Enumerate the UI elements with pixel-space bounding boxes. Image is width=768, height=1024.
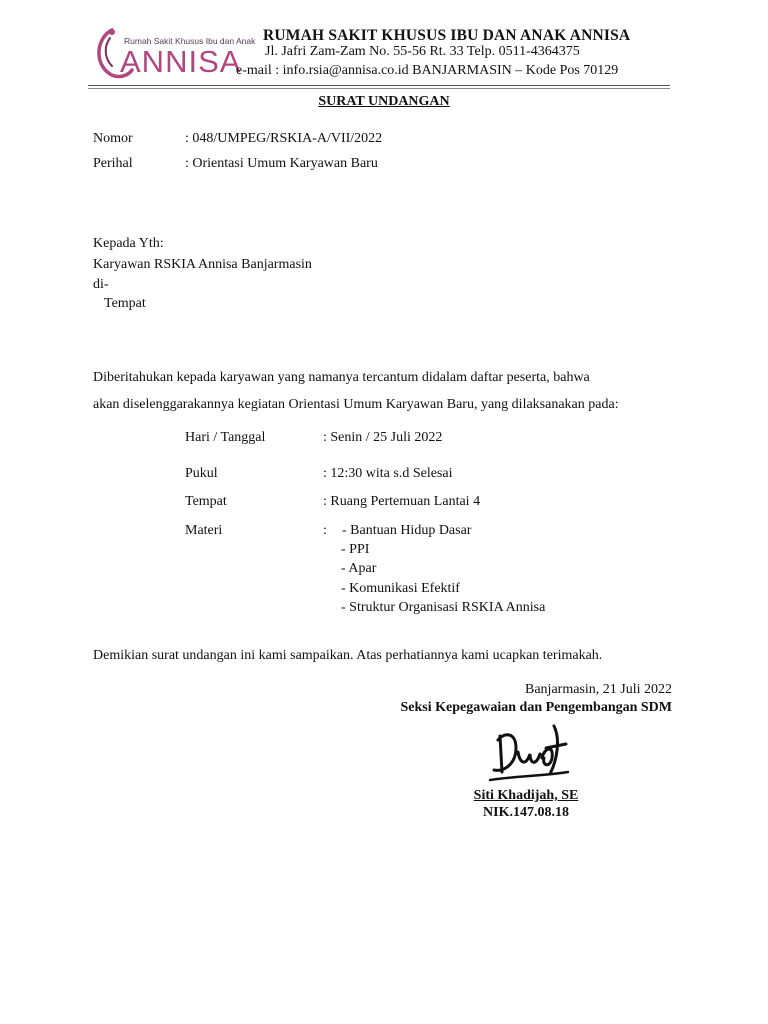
hospital-name: RUMAH SAKIT KHUSUS IBU DAN ANAK ANNISA bbox=[263, 27, 631, 44]
time-value: : 12:30 wita s.d Selesai bbox=[323, 466, 453, 481]
material-item: - Struktur Organisasi RSKIA Annisa bbox=[341, 600, 546, 615]
perihal-label: Perihal bbox=[93, 156, 133, 171]
time-label: Pukul bbox=[185, 466, 218, 481]
handwritten-signature bbox=[486, 718, 572, 790]
signatory-name: Siti Khadijah, SE bbox=[473, 788, 579, 803]
intro-line-2: akan diselenggarakannya kegiatan Orientasi Umum Karyawan Baru, yang dilaksanakan pada: bbox=[93, 397, 619, 412]
place-value: : Ruang Pertemuan Lantai 4 bbox=[323, 494, 481, 509]
department: Seksi Kepegawaian dan Pengembangan SDM bbox=[400, 700, 672, 715]
letterhead-divider bbox=[88, 85, 670, 86]
logo-tagline: Rumah Sakit Khusus Ibu dan Anak bbox=[124, 36, 256, 46]
recipient-salutation: Kepada Yth: bbox=[93, 236, 164, 251]
letter-title: SURAT UNDANGAN bbox=[318, 94, 450, 109]
day-value: : Senin / 25 Juli 2022 bbox=[323, 430, 443, 445]
material-label: Materi bbox=[185, 523, 223, 538]
recipient-place: Tempat bbox=[104, 296, 146, 311]
intro-line-1: Diberitahukan kepada karyawan yang namanya tercantum didalam daftar peserta, bahwa bbox=[93, 370, 590, 385]
nomor-label: Nomor bbox=[93, 131, 133, 146]
material-item: - Apar bbox=[341, 561, 377, 576]
material-colon: : bbox=[323, 523, 327, 538]
recipient-name: Karyawan RSKIA Annisa Banjarmasin bbox=[93, 257, 312, 272]
signatory-nik: NIK.147.08.18 bbox=[483, 805, 569, 820]
material-item: - Komunikasi Efektif bbox=[341, 581, 460, 596]
hospital-contact: e-mail : info.rsia@annisa.co.id BANJARMASIN – Kode Pos 70129 bbox=[236, 63, 619, 78]
closing-text: Demikian surat undangan ini kami sampaikan. Atas perhatiannya kami ucapkan terimakah. bbox=[93, 648, 603, 663]
day-label: Hari / Tanggal bbox=[185, 430, 266, 445]
logo-name: ANNISA bbox=[120, 44, 242, 79]
material-item: - Bantuan Hidup Dasar bbox=[342, 523, 472, 538]
letterhead-divider-thin bbox=[88, 88, 670, 89]
material-item: - PPI bbox=[341, 542, 370, 557]
nomor-value: : 048/UMPEG/RSKIA-A/VII/2022 bbox=[185, 131, 383, 146]
recipient-di: di- bbox=[93, 277, 109, 292]
hospital-address: Jl. Jafri Zam-Zam No. 55-56 Rt. 33 Telp. 0511-4364375 bbox=[265, 44, 580, 59]
place-date: Banjarmasin, 21 Juli 2022 bbox=[525, 682, 672, 697]
place-label: Tempat bbox=[185, 494, 227, 509]
perihal-value: : Orientasi Umum Karyawan Baru bbox=[185, 156, 378, 171]
